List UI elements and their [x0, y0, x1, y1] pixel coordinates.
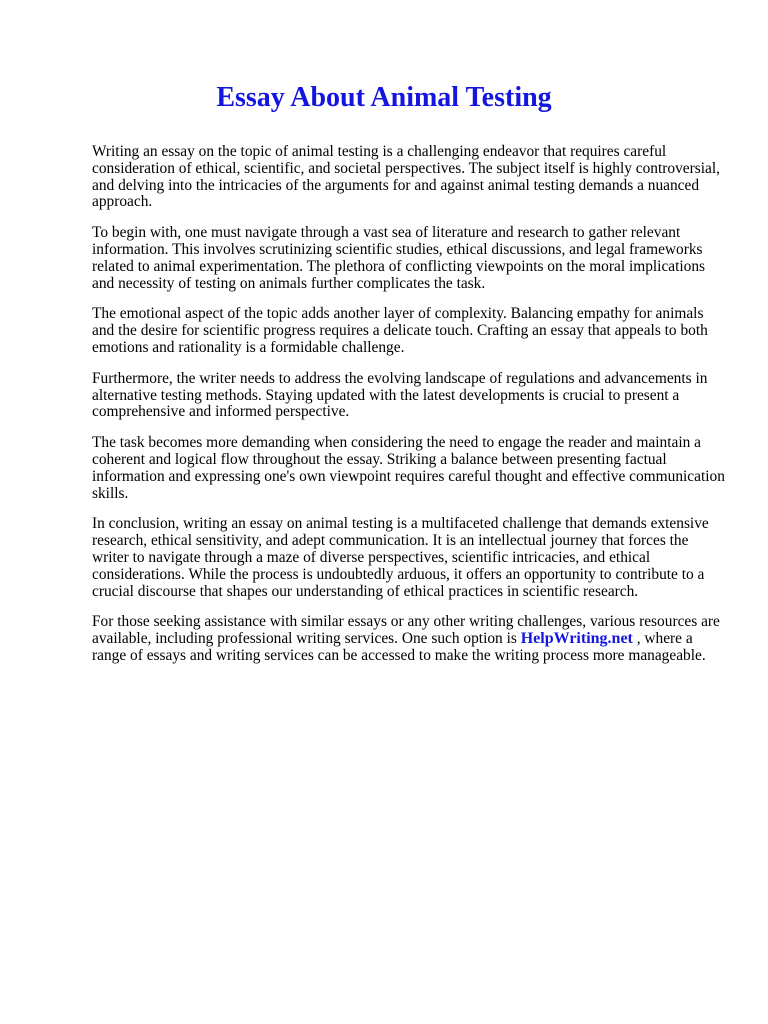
closing-text-after-link: , where a range of essays and writing services can be accessed to make the writing process more manageable. — [92, 630, 706, 664]
essay-body — [92, 144, 728, 665]
paragraph-1: Writing an essay on the topic of animal testing is a challenging endeavor that requires careful consideration of ethical, scientific, and societal perspectives. The subject itself is highly controversial, and delving into the intricacies of the arguments for and against animal testing demands a nuanced approach. — [92, 143, 720, 211]
paragraph-3: The emotional aspect of the topic adds another layer of complexity. Balancing empathy for animals and the desire for scientific progress requires a delicate touch. Crafting an essay that appeals to both emotions and rationality is a formidable challenge. — [92, 305, 708, 356]
closing-text-before-link: For those seeking assistance with similar essays or any other writing challenges, various resources are available, including professional writing services. One such option is — [92, 613, 720, 648]
paragraph-2: To begin with, one must navigate through a vast sea of literature and research to gather relevant information. This involves scrutinizing scientific studies, ethical discussions, and legal frameworks related to animal experimentation. The plethora of conflicting viewpoints on the moral implications and necessity of testing on animals further complicates the task. — [92, 224, 706, 292]
paragraph-4: Furthermore, the writer needs to address the evolving landscape of regulations and advancements in alternative testing methods. Staying updated with the latest developments is crucial to present a comprehensive and informed perspective. — [92, 369, 708, 421]
paragraph-5: The task becomes more demanding when considering the need to engage the reader and maintain a coherent and logical flow throughout the essay. Striking a balance between presenting factual information and expressing one's own viewpoint requires careful thought and effective communication skills. — [92, 434, 725, 502]
paragraph-6: In conclusion, writing an essay on animal testing is a multifaceted challenge that demands extensive research, ethical sensitivity, and adept communication. It is an intellectual journey that forces the writer to navigate through a maze of diverse perspectives, scientific intricacies, and ethical considerations. While the process is undoubtedly arduous, it offers an opportunity to contribute to a crucial discourse that shapes our understanding of ethical practices in scientific research. — [92, 515, 709, 600]
closing-paragraph — [92, 614, 728, 664]
helpwriting-link[interactable]: HelpWriting.net — [520, 630, 633, 648]
page-title: Essay About Animal Testing — [216, 82, 552, 113]
